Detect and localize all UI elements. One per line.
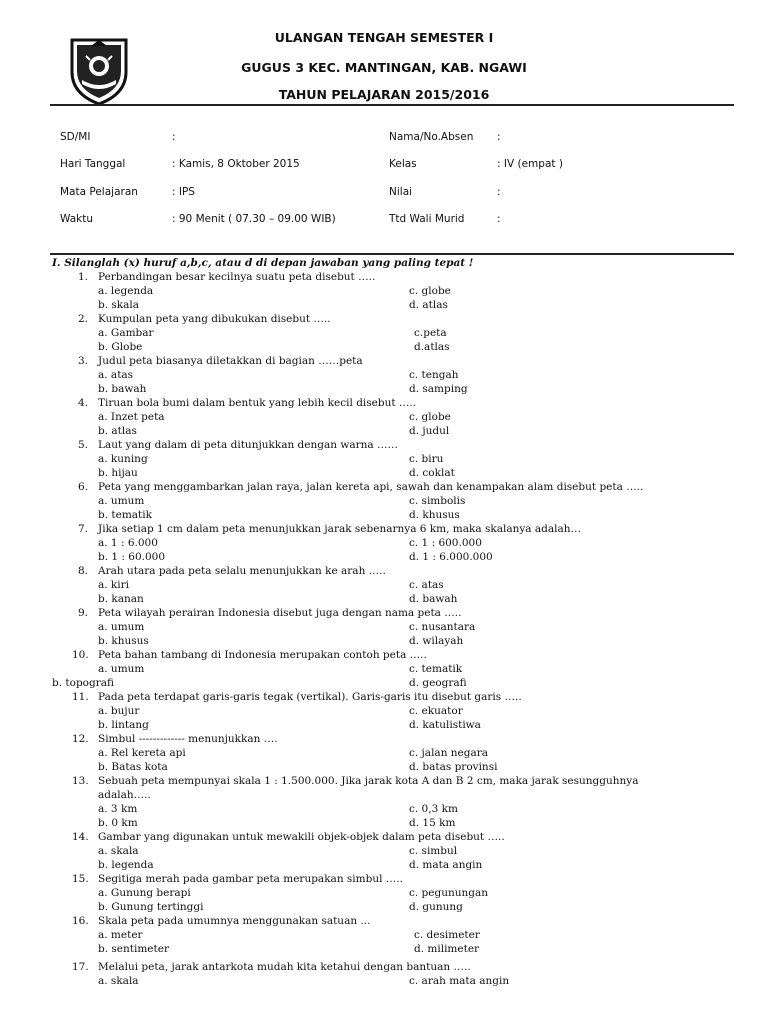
info-label: Ttd Wali Murid [389, 213, 465, 225]
header-subtitle: GUGUS 3 KEC. MANTINGAN, KAB. NGAWI [241, 60, 527, 75]
info-value: : [497, 186, 501, 198]
info-label: Hari Tanggal [60, 158, 126, 170]
question-text: Segitiga merah pada gambar peta merupakan simbul ….. [98, 873, 403, 885]
option-d: d. milimeter [414, 943, 480, 955]
option-b: b. legenda [98, 859, 154, 871]
option-c: c. tengah [409, 369, 459, 381]
option-a: a. Inzet peta [98, 411, 165, 423]
question-text: Judul peta biasanya diletakkan di bagian ……peta [98, 355, 363, 367]
option-c: c. pegunungan [409, 887, 489, 899]
info-label: Nilai [389, 186, 413, 198]
option-d: d. samping [409, 383, 468, 395]
question-text: Peta bahan tambang di Indonesia merupakan contoh peta ….. [98, 649, 427, 661]
option-d: d. judul [409, 425, 450, 437]
option-d: d. coklat [409, 467, 455, 479]
question-number: 9. [78, 607, 89, 619]
question-number: 12. [72, 733, 89, 745]
option-b: b. Globe [98, 341, 143, 353]
info-value: : [497, 213, 501, 225]
option-c: c. simbolis [409, 495, 466, 507]
question-text: Pada peta terdapat garis-garis tegak (vertikal). Garis-garis itu disebut garis ….. [98, 691, 522, 703]
question-text: Sebuah peta mempunyai skala 1 : 1.500.000. Jika jarak kota A dan B 2 cm, maka jarak sesungguhnya [98, 775, 639, 787]
option-a: a. kiri [98, 579, 130, 591]
option-d: d. 1 : 6.000.000 [409, 551, 493, 563]
option-a: a. kuning [98, 453, 148, 465]
question-number: 15. [72, 873, 89, 885]
option-d: d. katulistiwa [409, 719, 481, 731]
question-text: Tiruan bola bumi dalam bentuk yang lebih kecil disebut ….. [98, 397, 417, 409]
option-d: d. 15 km [409, 817, 456, 829]
question-number: 17. [72, 961, 89, 973]
option-a: a. bujur [98, 705, 140, 717]
question-text: Peta yang menggambarkan jalan raya, jalan kereta api, sawah dan kenampakan alam disebut peta ….. [98, 481, 644, 493]
question-text-cont: adalah….. [98, 789, 151, 801]
info-label: Kelas [389, 158, 417, 170]
question-number: 16. [72, 915, 89, 927]
info-label: Waktu [60, 213, 93, 225]
option-c: c. nusantara [409, 621, 476, 633]
info-value: : [497, 131, 501, 143]
info-label: Mata Pelajaran [60, 186, 138, 198]
header-year: TAHUN PELAJARAN 2015/2016 [278, 87, 490, 102]
info-label: Nama/No.Absen [389, 131, 474, 143]
option-a: a. meter [98, 929, 143, 941]
option-a: a. 1 : 6.000 [98, 537, 158, 549]
option-a: a. legenda [98, 285, 154, 297]
question-text: Peta wilayah perairan Indonesia disebut juga dengan nama peta ….. [98, 607, 462, 619]
question-text: Perbandingan besar kecilnya suatu peta disebut ….. [98, 271, 376, 283]
option-b: b. topografi [52, 677, 114, 689]
option-b: b. bawah [98, 383, 147, 395]
option-c: c. jalan negara [409, 747, 489, 759]
info-value: : Kamis, 8 Oktober 2015 [172, 158, 300, 170]
option-a: a. skala [98, 845, 139, 857]
question-text: Simbul ------------- menunjukkan …. [98, 733, 278, 745]
question-number: 7. [78, 523, 89, 535]
question-number: 14. [72, 831, 89, 843]
question-number: 11. [72, 691, 89, 703]
question-number: 8. [78, 565, 89, 577]
option-c: c. biru [409, 453, 444, 465]
question-text: Arah utara pada peta selalu menunjukkan ke arah ….. [98, 565, 386, 577]
question-number: 1. [78, 271, 89, 283]
question-text: Kumpulan peta yang dibukukan disebut ….. [98, 313, 331, 325]
option-d: d. mata angin [409, 859, 483, 871]
option-c: c. desimeter [414, 929, 480, 941]
option-d: d. bawah [409, 593, 458, 605]
info-value: : 90 Menit ( 07.30 – 09.00 WIB) [172, 213, 336, 225]
info-value: : IPS [172, 186, 195, 198]
option-a: a. atas [98, 369, 134, 381]
option-a: a. 3 km [98, 803, 138, 815]
info-value: : [172, 131, 176, 143]
option-b: b. 1 : 60.000 [98, 551, 166, 563]
question-number: 6. [78, 481, 89, 493]
option-d: d. gunung [409, 901, 463, 913]
option-b: b. hijau [98, 467, 138, 479]
option-b: b. skala [98, 299, 140, 311]
question-number: 10. [72, 649, 89, 661]
option-c: c. globe [409, 411, 451, 423]
option-c: c. 0,3 km [409, 803, 458, 815]
option-d: d. geografi [409, 677, 467, 689]
option-a: a. umum [98, 621, 145, 633]
option-c: c. simbul [409, 845, 458, 857]
section-instruction: I. Silanglah (x) huruf a,b,c, atau d di depan jawaban yang paling tepat ! [52, 257, 474, 269]
header-title: ULANGAN TENGAH SEMESTER I [274, 30, 494, 45]
question-text: Skala peta pada umumnya menggunakan satuan ... [98, 915, 371, 927]
info-value: : IV (empat ) [497, 158, 563, 170]
option-b: b. tematik [98, 509, 152, 521]
option-c: c. tematik [409, 663, 463, 675]
option-a: a. umum [98, 663, 145, 675]
info-label: SD/MI [60, 131, 91, 143]
option-c: c.peta [414, 327, 447, 339]
option-b: b. atlas [98, 425, 137, 437]
option-d: d. batas provinsi [409, 761, 498, 773]
option-b: b. khusus [98, 635, 149, 647]
info-divider [50, 253, 734, 255]
option-d: d. khusus [409, 509, 460, 521]
question-number: 2. [78, 313, 89, 325]
option-a: a. Rel kereta api [98, 747, 186, 759]
option-c: c. atas [409, 579, 444, 591]
question-text: Melalui peta, jarak antarkota mudah kita ketahui dengan bantuan ….. [98, 961, 471, 973]
option-b: b. sentimeter [98, 943, 169, 955]
option-d: d.atlas [414, 341, 450, 353]
option-d: d. wilayah [409, 635, 464, 647]
option-b: b. lintang [98, 719, 149, 731]
question-text: Gambar yang digunakan untuk mewakili objek-objek dalam peta disebut ….. [98, 831, 505, 843]
option-a: a. Gambar [98, 327, 154, 339]
option-c: c. ekuator [409, 705, 463, 717]
option-b: b. Gunung tertinggi [98, 901, 204, 913]
question-number: 5. [78, 439, 89, 451]
option-b: b. Batas kota [98, 761, 168, 773]
option-a: a. umum [98, 495, 145, 507]
option-a: a. Gunung berapi [98, 887, 191, 899]
option-c: c. arah mata angin [409, 975, 510, 987]
option-b: b. 0 km [98, 817, 138, 829]
header-divider [50, 104, 734, 106]
question-number: 13. [72, 775, 89, 787]
option-d: d. atlas [409, 299, 448, 311]
question-text: Laut yang dalam di peta ditunjukkan dengan warna …… [98, 439, 398, 451]
option-a: a. skala [98, 975, 139, 987]
question-number: 4. [78, 397, 89, 409]
option-b: b. kanan [98, 593, 144, 605]
option-c: c. globe [409, 285, 451, 297]
option-c: c. 1 : 600.000 [409, 537, 482, 549]
question-number: 3. [78, 355, 89, 367]
question-text: Jika setiap 1 cm dalam peta menunjukkan jarak sebenarnya 6 km, maka skalanya adalah… [98, 523, 582, 535]
